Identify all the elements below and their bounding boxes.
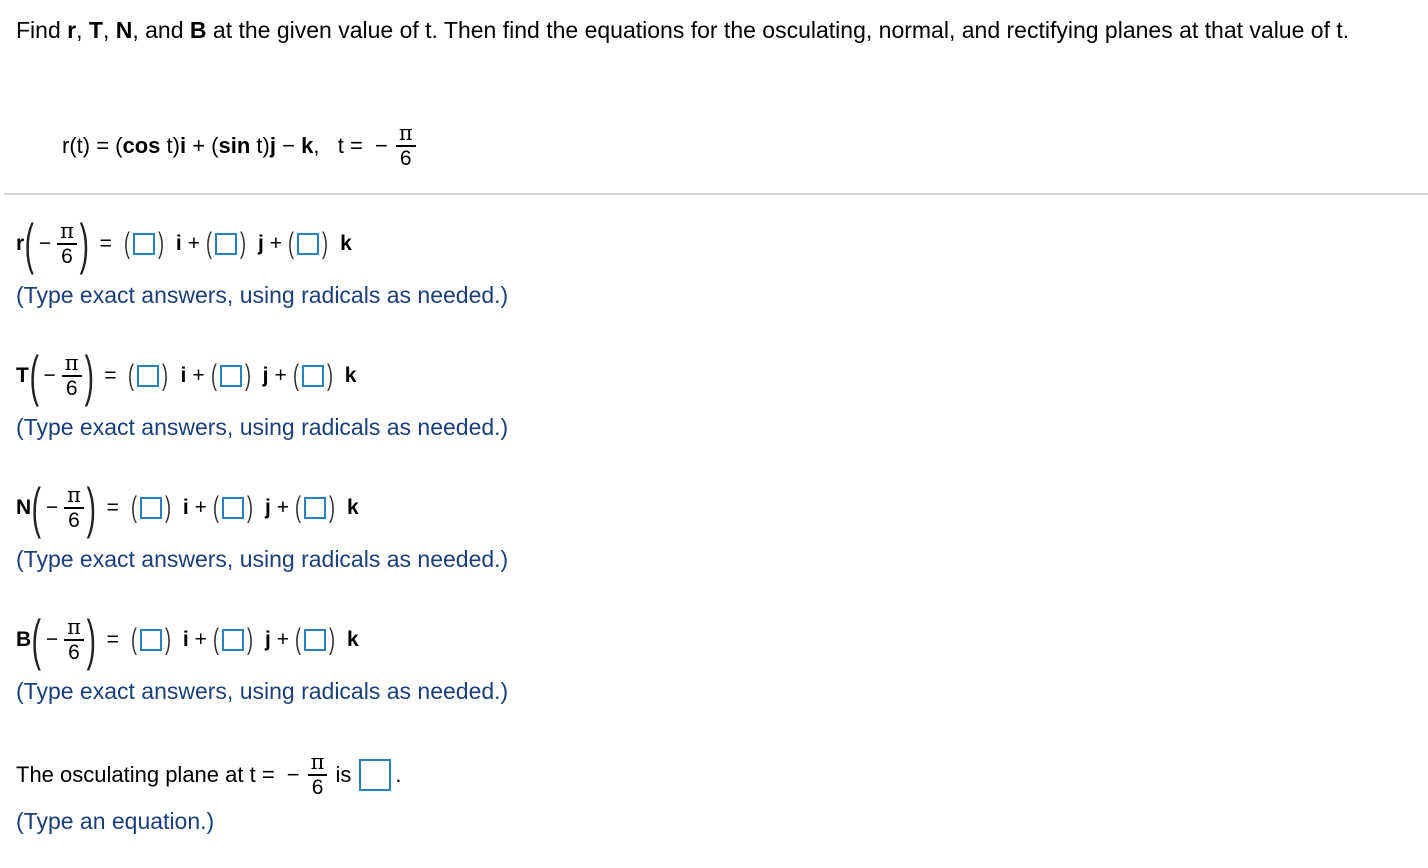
right-paren: ) <box>246 623 253 656</box>
right-paren: ) <box>162 359 169 392</box>
section-divider <box>4 193 1428 195</box>
vector-label: N <box>16 496 32 519</box>
unit-k: k <box>347 496 359 519</box>
right-paren: ) <box>164 491 171 524</box>
B-i-component-input[interactable] <box>140 629 162 651</box>
negative-sign: − <box>45 496 59 519</box>
unit-i: i <box>175 232 182 255</box>
plus-sign: + <box>194 628 207 651</box>
vector-row-B <box>16 608 365 672</box>
N-j-component-input[interactable] <box>222 497 244 519</box>
right-paren: ) <box>326 359 333 392</box>
fraction-denominator: 6 <box>61 245 73 268</box>
given-t-equals: , t = <box>313 133 369 158</box>
big-left-paren: ( <box>24 212 35 275</box>
vector-row-T <box>16 344 362 408</box>
r-j-slot <box>204 229 248 259</box>
unit-j: j <box>257 232 264 255</box>
fraction-numerator: π <box>67 615 81 639</box>
right-paren: ) <box>329 491 336 524</box>
instructions-and: , and <box>132 17 190 43</box>
given-lhs: r(t) = ( <box>62 133 123 158</box>
unit-k: k <box>347 628 359 651</box>
right-paren: ) <box>322 227 329 260</box>
B-k-slot <box>293 625 337 655</box>
fraction-denominator: 6 <box>399 147 412 170</box>
given-text: + ( <box>186 133 219 158</box>
left-paren: ( <box>295 623 302 656</box>
right-paren: ) <box>329 623 336 656</box>
left-paren: ( <box>128 359 135 392</box>
big-right-paren: ) <box>86 476 96 539</box>
equals-sign: = <box>106 628 119 651</box>
right-paren: ) <box>239 227 246 260</box>
fraction-numerator: π <box>67 483 81 507</box>
plus-sign: + <box>276 628 290 651</box>
plus-sign: + <box>276 496 290 519</box>
r-i-component-input[interactable] <box>133 233 155 255</box>
B-k-component-input[interactable] <box>304 629 326 651</box>
plus-sign: + <box>274 364 287 387</box>
t-fraction <box>62 351 82 401</box>
equals-sign: = <box>99 232 112 255</box>
left-paren: ( <box>130 491 137 524</box>
unit-k: k <box>340 232 352 255</box>
left-paren: ( <box>288 227 295 260</box>
osculating-negative-sign: − <box>286 762 300 787</box>
left-paren: ( <box>210 359 217 392</box>
vector-row-r <box>16 212 358 276</box>
fraction-numerator: π <box>310 750 325 774</box>
N-k-component-input[interactable] <box>304 497 326 519</box>
N-k-slot <box>293 493 337 523</box>
plus-sign: + <box>192 364 205 387</box>
right-paren: ) <box>164 623 171 656</box>
instructions-text: Find <box>16 17 68 43</box>
fraction-denominator: 6 <box>68 641 80 664</box>
fraction-denominator: 6 <box>311 776 324 799</box>
left-paren: ( <box>295 491 302 524</box>
negative-sign: − <box>43 364 56 387</box>
right-paren: ) <box>244 359 251 392</box>
N-j-slot <box>211 493 255 523</box>
vector-row-N <box>16 476 365 540</box>
big-right-paren: ) <box>79 212 89 275</box>
T-k-component-input[interactable] <box>302 365 324 387</box>
unit-i: i <box>182 628 189 651</box>
instructions-sep: , <box>102 17 116 43</box>
given-i: i <box>179 133 187 158</box>
vector-label: r <box>16 232 25 255</box>
instructions-r: r <box>67 17 77 43</box>
instructions-sep: , <box>76 17 89 43</box>
given-sin: sin <box>218 133 251 158</box>
osculating-hint: (Type an equation.) <box>16 808 215 834</box>
instructions-T: T <box>88 17 103 43</box>
B-i-slot <box>129 625 173 655</box>
fraction-denominator: 6 <box>65 377 78 400</box>
right-paren: ) <box>246 491 253 524</box>
osculating-t-fraction <box>308 750 328 800</box>
unit-j: j <box>264 628 271 651</box>
instructions-B: B <box>189 17 207 43</box>
osculating-prefix: The osculating plane at t = <box>16 762 281 787</box>
vector-label: T <box>16 364 29 387</box>
given-text: − <box>276 133 302 158</box>
given-function <box>62 106 418 186</box>
unit-i: i <box>180 364 187 387</box>
given-k: k <box>301 133 314 158</box>
left-paren: ( <box>123 227 130 260</box>
T-i-slot <box>126 361 170 391</box>
r-j-component-input[interactable] <box>215 233 237 255</box>
left-paren: ( <box>205 227 212 260</box>
negative-sign: − <box>38 232 52 255</box>
big-left-paren: ( <box>29 344 39 407</box>
unit-j: j <box>262 364 269 387</box>
given-t-fraction <box>396 121 416 171</box>
big-right-paren: ) <box>84 344 94 407</box>
given-j: j <box>269 133 276 158</box>
equals-sign: = <box>106 496 119 519</box>
given-text: t) <box>250 133 270 158</box>
r-k-component-input[interactable] <box>297 233 319 255</box>
given-text: t) <box>160 133 180 158</box>
N-i-slot <box>129 493 173 523</box>
negative-sign: − <box>45 628 59 651</box>
left-paren: ( <box>212 491 219 524</box>
unit-k: k <box>344 364 357 387</box>
given-negative-sign: − <box>374 133 388 158</box>
B-j-component-input[interactable] <box>222 629 244 651</box>
B-j-slot <box>211 625 255 655</box>
instructions-N: N <box>115 17 133 43</box>
N-hint: (Type exact answers, using radicals as needed.) <box>16 546 509 572</box>
r-i-slot <box>122 229 166 259</box>
plus-sign: + <box>269 232 283 255</box>
T-j-slot <box>209 361 253 391</box>
t-fraction <box>57 219 77 269</box>
big-left-paren: ( <box>31 608 42 671</box>
right-paren: ) <box>157 227 164 260</box>
N-i-component-input[interactable] <box>140 497 162 519</box>
big-right-paren: ) <box>86 608 96 671</box>
t-fraction <box>64 483 84 533</box>
T-j-component-input[interactable] <box>220 365 242 387</box>
fraction-numerator: π <box>60 219 74 243</box>
T-i-component-input[interactable] <box>137 365 159 387</box>
T-k-slot <box>291 361 335 391</box>
left-paren: ( <box>212 623 219 656</box>
unit-i: i <box>182 496 189 519</box>
left-paren: ( <box>292 359 299 392</box>
r-k-slot <box>286 229 330 259</box>
osculating-plane-question <box>16 736 401 814</box>
B-hint: (Type exact answers, using radicals as needed.) <box>16 678 509 704</box>
vector-label: B <box>16 628 32 651</box>
osculating-plane-answer-box[interactable] <box>359 759 391 791</box>
left-paren: ( <box>130 623 137 656</box>
big-left-paren: ( <box>31 476 42 539</box>
equals-sign: = <box>104 364 117 387</box>
osculating-period: . <box>395 762 402 787</box>
t-fraction <box>64 615 84 665</box>
plus-sign: + <box>187 232 200 255</box>
instructions-rest: at the given value of t. Then find the equations for the osculating, normal, and rectifying planes at that value of t. <box>206 17 1350 43</box>
plus-sign: + <box>194 496 207 519</box>
fraction-numerator: π <box>64 351 79 375</box>
fraction-denominator: 6 <box>68 509 80 532</box>
given-cos: cos <box>122 133 161 158</box>
problem-instructions <box>16 14 1416 46</box>
r-hint: (Type exact answers, using radicals as needed.) <box>16 282 509 308</box>
unit-j: j <box>264 496 271 519</box>
T-hint: (Type exact answers, using radicals as needed.) <box>16 414 509 440</box>
osculating-is: is <box>335 762 352 787</box>
fraction-numerator: π <box>398 121 413 145</box>
